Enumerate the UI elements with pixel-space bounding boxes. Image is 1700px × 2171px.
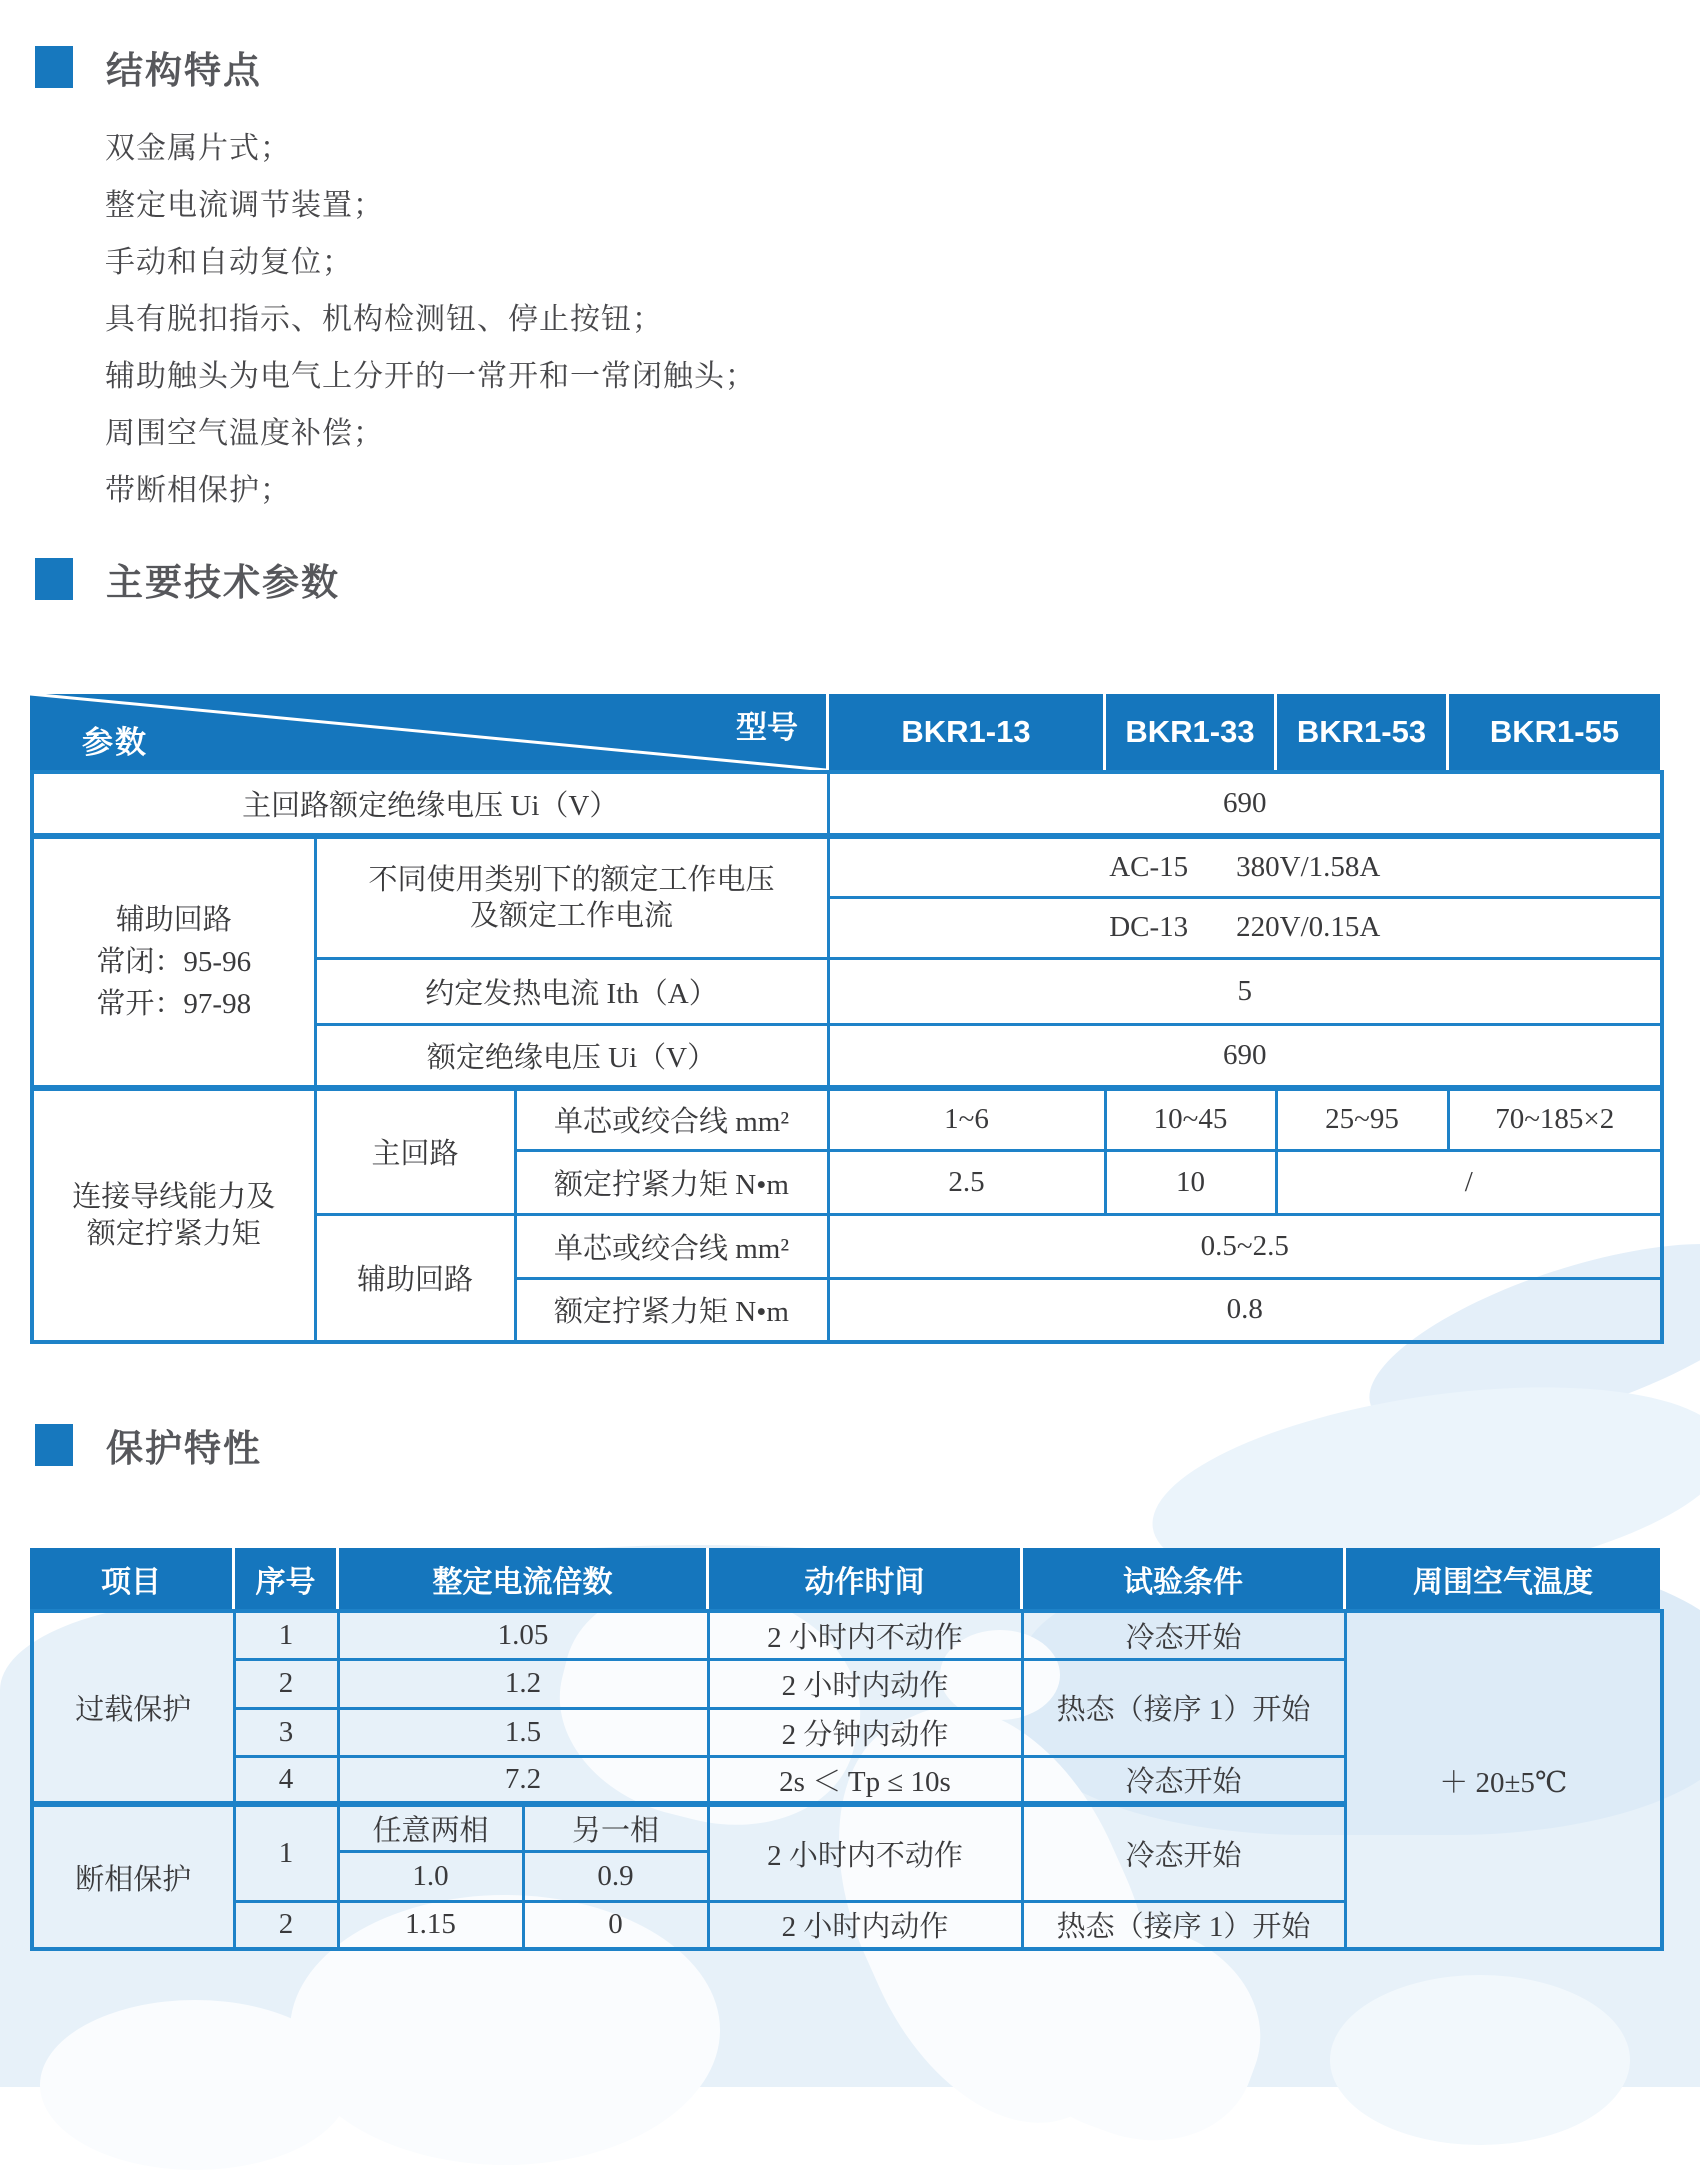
label-line: 额定拧紧力矩 [86, 1217, 261, 1250]
sequence-number: 2 [234, 1659, 338, 1708]
feature-item: 双金属片式； [105, 132, 291, 165]
phase-subheader-any-two: 任意两相 [338, 1804, 523, 1851]
current-multiple: 1.05 [338, 1611, 708, 1659]
test-condition: 冷态开始 [1022, 1804, 1345, 1901]
section-title: 主要技术参数 [106, 562, 340, 603]
param-value: 70~185×2 [1448, 1088, 1662, 1150]
table2-body [30, 1609, 1664, 1951]
label-line: 及额定工作电流 [470, 899, 674, 932]
row-group-overload-protection: 过载保护 [32, 1611, 234, 1804]
param-value: 690 [828, 1024, 1662, 1088]
param-value: 25~95 [1276, 1088, 1448, 1150]
param-value: 10 [1105, 1150, 1276, 1214]
feature-item: 带断相保护； [105, 474, 291, 507]
current-multiple: 0.9 [523, 1851, 708, 1901]
section-title: 保护特性 [106, 1428, 262, 1469]
label-line: 不同使用类别下的额定工作电压 [368, 863, 775, 896]
row-group-phase-failure-protection: 断相保护 [32, 1804, 234, 1949]
sequence-number: 3 [234, 1708, 338, 1756]
action-time: 2 小时内不动作 [708, 1611, 1022, 1659]
section-protection-characteristics [35, 1418, 262, 1472]
test-condition: 冷态开始 [1022, 1611, 1345, 1659]
param-group-auxiliary-circuit [32, 836, 315, 1088]
column-header: 序号 [232, 1548, 336, 1609]
action-time: 2 小时内动作 [708, 1901, 1022, 1949]
map-land-shape [40, 2000, 350, 2170]
action-time: 2s ＜ Tp ≤ 10s [708, 1756, 1022, 1804]
feature-list [105, 120, 1505, 519]
current-multiple: 1.0 [338, 1851, 523, 1901]
aux-label-line: 常开：97-98 [96, 988, 252, 1021]
ambient-temperature: ＋ 20±5℃ [1345, 1611, 1662, 1949]
current-multiple: 0 [523, 1901, 708, 1949]
section-marker-icon [35, 46, 73, 88]
param-value: 1~6 [828, 1088, 1105, 1150]
param-value: 690 [828, 772, 1662, 836]
model-column-header: BKR1-33 [1103, 694, 1274, 770]
protection-characteristics-table [30, 1548, 1660, 1951]
feature-item: 手动和自动复位； [105, 246, 353, 279]
param-label: 约定发热电流 Ith（A） [315, 958, 828, 1024]
column-header: 整定电流倍数 [336, 1548, 706, 1609]
param-value [828, 897, 1662, 958]
model-column-header: BKR1-53 [1274, 694, 1446, 770]
param-group-connection-capacity [32, 1088, 315, 1342]
aux-label-line: 常闭：95-96 [96, 945, 252, 978]
rated-value: 220V/0.15A [1236, 911, 1381, 943]
current-multiple: 1.5 [338, 1708, 708, 1756]
action-time: 2 小时内动作 [708, 1659, 1022, 1708]
rated-value: 380V/1.58A [1236, 850, 1381, 883]
section-marker-icon [35, 1424, 73, 1466]
column-header: 试验条件 [1020, 1548, 1343, 1609]
param-value: / [1276, 1150, 1662, 1214]
diagonal-divider [30, 694, 826, 770]
test-condition: 冷态开始 [1022, 1756, 1345, 1804]
sub-group-main-circuit: 主回路 [315, 1088, 515, 1214]
param-value: 2.5 [828, 1150, 1105, 1214]
param-value [828, 836, 1662, 897]
sequence-number: 1 [234, 1804, 338, 1901]
action-time: 2 小时内不动作 [708, 1804, 1022, 1901]
param-label: 额定拧紧力矩 N•m [515, 1278, 828, 1342]
utilization-category: AC-15 [1109, 850, 1189, 883]
corner-label-parameter: 参数 [82, 725, 148, 760]
table1-header-row [30, 694, 1660, 770]
feature-item: 整定电流调节装置； [105, 189, 384, 222]
feature-item: 具有脱扣指示、机构检测钮、停止按钮； [105, 303, 663, 336]
param-label: 主回路额定绝缘电压 Ui（V） [32, 772, 828, 836]
param-label [315, 836, 828, 958]
phase-subheader-other: 另一相 [523, 1804, 708, 1851]
section-marker-icon [35, 558, 73, 600]
current-multiple: 7.2 [338, 1756, 708, 1804]
sequence-number: 1 [234, 1611, 338, 1659]
section-title: 结构特点 [106, 50, 262, 91]
table1-corner-cell [30, 694, 826, 770]
param-label: 单芯或绞合线 mm² [515, 1214, 828, 1278]
sequence-number: 2 [234, 1901, 338, 1949]
table2-header-row [30, 1548, 1660, 1609]
column-header: 项目 [101, 1565, 161, 1599]
param-value: 0.8 [828, 1278, 1662, 1342]
param-value: 5 [828, 958, 1662, 1024]
param-label: 单芯或绞合线 mm² [515, 1088, 828, 1150]
label-line: 连接导线能力及 [72, 1181, 276, 1214]
test-condition: 热态（接序 1）开始 [1022, 1659, 1345, 1756]
technical-parameters-table [30, 694, 1660, 1344]
column-header: 周围空气温度 [1343, 1548, 1660, 1609]
current-multiple: 1.2 [338, 1659, 708, 1708]
map-land-shape [1330, 1975, 1630, 2145]
section-structural-features [35, 40, 262, 94]
column-header: 动作时间 [706, 1548, 1020, 1609]
param-value: 0.5~2.5 [828, 1214, 1662, 1278]
feature-item: 周围空气温度补偿； [105, 417, 384, 450]
param-label: 额定拧紧力矩 N•m [515, 1150, 828, 1214]
current-multiple: 1.15 [338, 1901, 523, 1949]
action-time: 2 分钟内动作 [708, 1708, 1022, 1756]
test-condition: 热态（接序 1）开始 [1022, 1901, 1345, 1949]
model-column-header: BKR1-13 [826, 694, 1103, 770]
param-value: 10~45 [1105, 1088, 1276, 1150]
section-technical-parameters [35, 552, 340, 606]
aux-label-line: 辅助回路 [115, 903, 232, 936]
model-column-header: BKR1-55 [1446, 694, 1660, 770]
sub-group-auxiliary-circuit: 辅助回路 [315, 1214, 515, 1342]
utilization-category: DC-13 [1109, 911, 1189, 943]
sequence-number: 4 [234, 1756, 338, 1804]
param-label: 额定绝缘电压 Ui（V） [315, 1024, 828, 1088]
corner-label-model: 型号 [736, 710, 798, 745]
feature-item: 辅助触头为电气上分开的一常开和一常闭触头； [105, 360, 756, 393]
table1-body [30, 770, 1664, 1344]
